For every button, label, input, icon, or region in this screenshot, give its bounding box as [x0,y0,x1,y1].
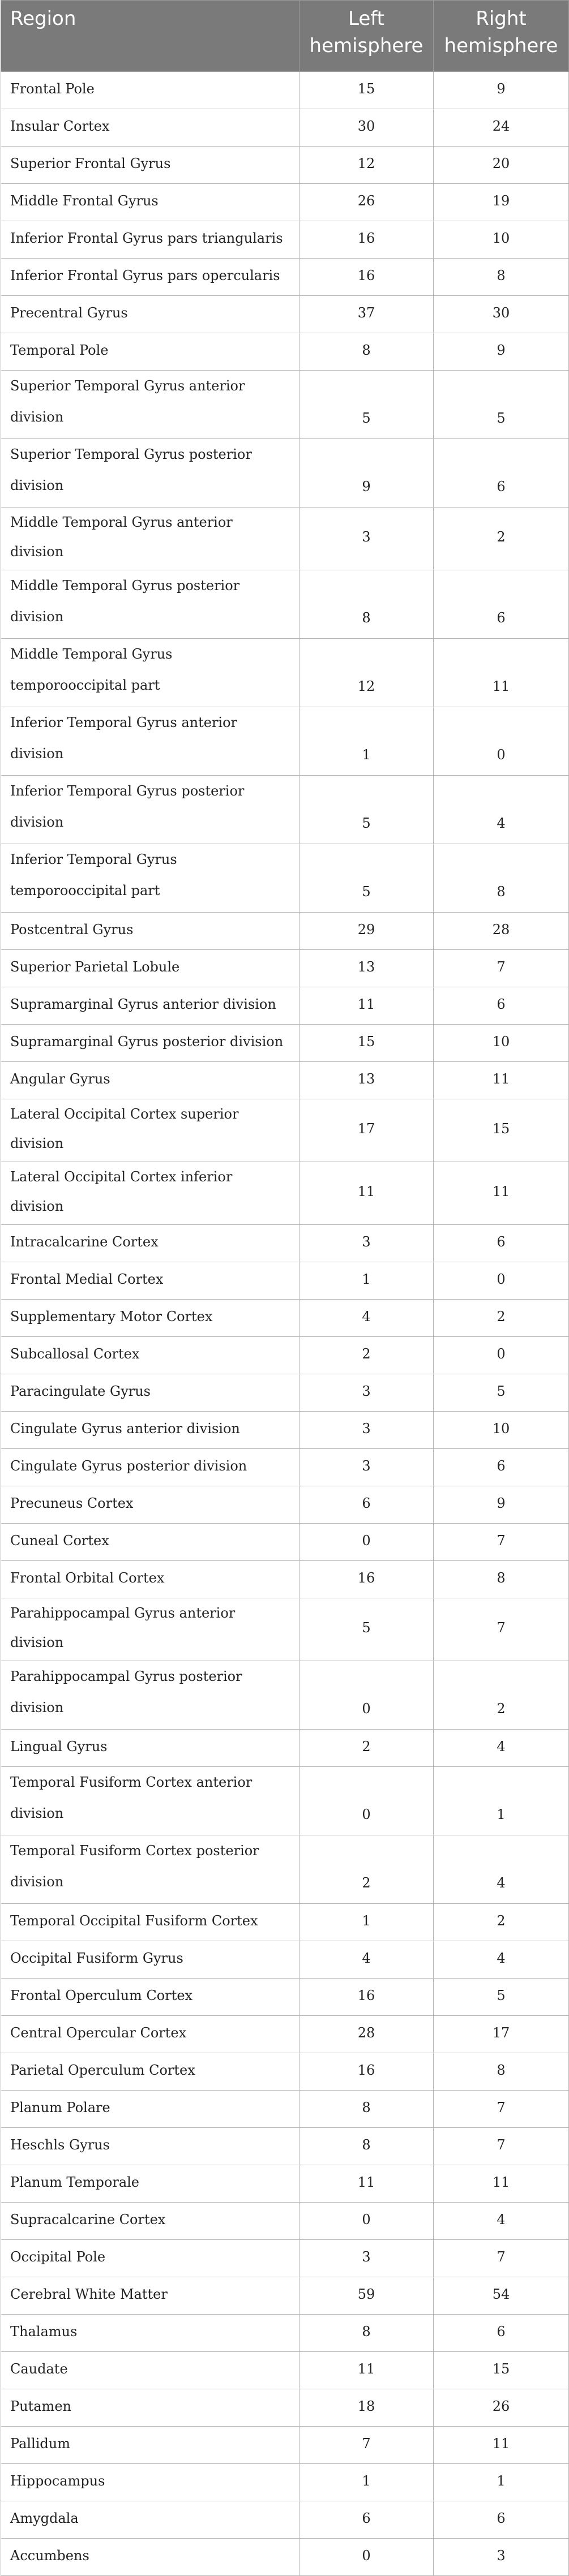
table-row [1,2165,569,2203]
header-right-line2: hemisphere [444,35,558,57]
left-hemisphere-cell: 29 [300,913,434,950]
table-row [1,2277,569,2315]
right-hemisphere-cell: 0 [434,707,569,776]
region-cell: Occipital Fusiform Gyrus [1,1941,300,1979]
left-hemisphere-cell: 16 [300,1561,434,1598]
table-row [1,1262,569,1300]
table-row [1,508,569,570]
right-hemisphere-cell: 11 [434,1162,569,1225]
left-hemisphere-cell: 16 [300,221,434,259]
right-hemisphere-cell: 7 [434,2091,569,2128]
table-row [1,1904,569,1941]
table-row [1,1025,569,1062]
region-cell: Lateral Occipital Cortex superior division [1,1099,300,1162]
table-row [1,1337,569,1374]
left-hemisphere-cell: 5 [300,844,434,913]
right-hemisphere-cell: 19 [434,184,569,221]
right-hemisphere-cell: 6 [434,987,569,1025]
left-hemisphere-cell: 1 [300,707,434,776]
table-row [1,1099,569,1162]
right-hemisphere-cell: 0 [434,1337,569,1374]
region-cell: Paracingulate Gyrus [1,1374,300,1412]
table-row [1,1561,569,1598]
right-hemisphere-cell: 3 [434,2539,569,2576]
region-cell: Superior Temporal Gyrus posterior division [1,439,300,508]
region-cell: Temporal Occipital Fusiform Cortex [1,1904,300,1941]
region-cell: Superior Temporal Gyrus anterior division [1,371,300,439]
table-row [1,639,569,707]
table-row [1,2539,569,2576]
left-hemisphere-cell: 13 [300,1062,434,1099]
right-hemisphere-cell: 6 [434,2315,569,2352]
region-cell: Accumbens [1,2539,300,2576]
left-hemisphere-cell: 5 [300,776,434,844]
region-cell: Inferior Temporal Gyrus temporooccipital part [1,844,300,913]
region-cell: Inferior Temporal Gyrus posterior division [1,776,300,844]
region-cell: Planum Polare [1,2091,300,2128]
left-hemisphere-cell: 1 [300,1262,434,1300]
left-hemisphere-cell: 3 [300,1449,434,1486]
region-cell: Occipital Pole [1,2240,300,2277]
right-hemisphere-cell: 7 [434,2128,569,2165]
region-cell: Lingual Gyrus [1,1730,300,1767]
table-row [1,109,569,147]
left-hemisphere-cell: 0 [300,2539,434,2576]
left-hemisphere-cell: 12 [300,639,434,707]
region-cell: Inferior Frontal Gyrus pars opercularis [1,259,300,296]
region-cell: Supramarginal Gyrus anterior division [1,987,300,1025]
table-row [1,844,569,913]
region-table [1,0,569,2576]
header-left-line2: hemisphere [309,35,423,57]
region-cell: Frontal Medial Cortex [1,1262,300,1300]
right-hemisphere-cell: 30 [434,296,569,333]
left-hemisphere-cell: 2 [300,1835,434,1904]
left-hemisphere-cell: 5 [300,1598,434,1661]
left-hemisphere-cell: 6 [300,2501,434,2539]
right-hemisphere-cell: 5 [434,1374,569,1412]
table-row [1,570,569,639]
region-cell: Supplementary Motor Cortex [1,1300,300,1337]
table-row [1,2427,569,2464]
region-cell: Parietal Operculum Cortex [1,2053,300,2091]
right-hemisphere-cell: 2 [434,508,569,570]
right-hemisphere-cell: 10 [434,1412,569,1449]
right-hemisphere-cell: 24 [434,109,569,147]
right-hemisphere-cell: 9 [434,1486,569,1524]
right-hemisphere-cell: 7 [434,2240,569,2277]
region-cell: Cerebral White Matter [1,2277,300,2315]
header-left-line1: Left [348,7,384,30]
right-hemisphere-cell: 6 [434,1225,569,1262]
table-row [1,1486,569,1524]
right-hemisphere-cell: 8 [434,259,569,296]
left-hemisphere-cell: 3 [300,508,434,570]
table-row [1,147,569,184]
left-hemisphere-cell: 18 [300,2389,434,2427]
header-right-line1: Right [476,7,527,30]
right-hemisphere-cell: 20 [434,147,569,184]
right-hemisphere-cell: 7 [434,950,569,987]
table-row [1,1941,569,1979]
left-hemisphere-cell: 11 [300,1162,434,1225]
right-hemisphere-cell: 9 [434,333,569,371]
table-row [1,184,569,221]
left-hemisphere-cell: 12 [300,147,434,184]
left-hemisphere-cell: 8 [300,2128,434,2165]
right-hemisphere-cell: 11 [434,639,569,707]
region-cell: Amygdala [1,2501,300,2539]
left-hemisphere-cell: 0 [300,1524,434,1561]
region-cell: Cuneal Cortex [1,1524,300,1561]
right-hemisphere-cell: 6 [434,570,569,639]
left-hemisphere-cell: 15 [300,1025,434,1062]
region-cell: Subcallosal Cortex [1,1337,300,1374]
region-cell: Heschls Gyrus [1,2128,300,2165]
left-hemisphere-cell: 13 [300,950,434,987]
left-hemisphere-cell: 8 [300,2315,434,2352]
table-row [1,2128,569,2165]
right-hemisphere-cell: 4 [434,776,569,844]
table-row [1,2389,569,2427]
region-cell: Planum Temporale [1,2165,300,2203]
region-cell: Temporal Fusiform Cortex posterior division [1,1835,300,1904]
left-hemisphere-cell: 11 [300,2352,434,2389]
left-hemisphere-cell: 37 [300,296,434,333]
right-hemisphere-cell: 8 [434,2053,569,2091]
region-cell: Inferior Frontal Gyrus pars triangularis [1,221,300,259]
right-hemisphere-cell: 8 [434,1561,569,1598]
left-hemisphere-cell: 3 [300,2240,434,2277]
right-hemisphere-cell: 0 [434,1262,569,1300]
right-hemisphere-cell: 6 [434,2501,569,2539]
left-hemisphere-cell: 16 [300,259,434,296]
left-hemisphere-cell: 8 [300,570,434,639]
left-hemisphere-cell: 30 [300,109,434,147]
left-hemisphere-cell: 5 [300,371,434,439]
table-row [1,1162,569,1225]
right-hemisphere-cell: 15 [434,1099,569,1162]
region-cell: Postcentral Gyrus [1,913,300,950]
right-hemisphere-cell: 4 [434,1730,569,1767]
left-hemisphere-cell: 59 [300,2277,434,2315]
left-hemisphere-cell: 2 [300,1730,434,1767]
region-cell: Middle Frontal Gyrus [1,184,300,221]
right-hemisphere-cell: 5 [434,1979,569,2016]
region-cell: Lateral Occipital Cortex inferior division [1,1162,300,1225]
table-row [1,2501,569,2539]
table-row [1,2203,569,2240]
table-row [1,259,569,296]
table-row [1,439,569,508]
table-row [1,2016,569,2053]
right-hemisphere-cell: 26 [434,2389,569,2427]
right-hemisphere-cell: 2 [434,1300,569,1337]
table-row [1,1374,569,1412]
table-row [1,1300,569,1337]
table-row [1,371,569,439]
table-row [1,1767,569,1835]
left-hemisphere-cell: 16 [300,2053,434,2091]
region-cell: Precuneus Cortex [1,1486,300,1524]
region-cell: Insular Cortex [1,109,300,147]
table-row [1,221,569,259]
right-hemisphere-cell: 6 [434,439,569,508]
right-hemisphere-cell: 2 [434,1904,569,1941]
table-row [1,2464,569,2501]
region-cell: Caudate [1,2352,300,2389]
region-cell: Supramarginal Gyrus posterior division [1,1025,300,1062]
table-row [1,1524,569,1561]
region-cell: Putamen [1,2389,300,2427]
region-cell: Pallidum [1,2427,300,2464]
right-hemisphere-cell: 10 [434,1025,569,1062]
region-cell: Precentral Gyrus [1,296,300,333]
right-hemisphere-cell: 4 [434,1835,569,1904]
left-hemisphere-cell: 15 [300,72,434,109]
table-row [1,333,569,371]
left-hemisphere-cell: 17 [300,1099,434,1162]
region-cell: Hippocampus [1,2464,300,2501]
table-row [1,1598,569,1661]
table-row [1,987,569,1025]
region-cell: Middle Temporal Gyrus temporooccipital part [1,639,300,707]
table-row [1,1412,569,1449]
table-row [1,2240,569,2277]
right-hemisphere-cell: 9 [434,72,569,109]
right-hemisphere-cell: 6 [434,1449,569,1486]
left-hemisphere-cell: 3 [300,1374,434,1412]
region-cell: Cingulate Gyrus anterior division [1,1412,300,1449]
region-cell: Central Opercular Cortex [1,2016,300,2053]
table-row [1,2315,569,2352]
table-row [1,1449,569,1486]
region-cell: Angular Gyrus [1,1062,300,1099]
region-cell: Parahippocampal Gyrus anterior division [1,1598,300,1661]
right-hemisphere-cell: 7 [434,1598,569,1661]
region-cell: Middle Temporal Gyrus anterior division [1,508,300,570]
right-hemisphere-cell: 4 [434,1941,569,1979]
right-hemisphere-cell: 28 [434,913,569,950]
right-hemisphere-cell: 7 [434,1524,569,1561]
right-hemisphere-cell: 54 [434,2277,569,2315]
left-hemisphere-cell: 0 [300,1767,434,1835]
left-hemisphere-cell: 1 [300,1904,434,1941]
right-hemisphere-cell: 2 [434,1661,569,1730]
right-hemisphere-cell: 17 [434,2016,569,2053]
table-body [1,72,569,2576]
table-row [1,913,569,950]
table-row [1,950,569,987]
right-hemisphere-cell: 11 [434,1062,569,1099]
right-hemisphere-cell: 10 [434,221,569,259]
left-hemisphere-cell: 4 [300,1300,434,1337]
table-row [1,1661,569,1730]
right-hemisphere-cell: 1 [434,1767,569,1835]
table-row [1,2091,569,2128]
right-hemisphere-cell: 11 [434,2427,569,2464]
left-hemisphere-cell: 11 [300,987,434,1025]
table-row [1,72,569,109]
left-hemisphere-cell: 26 [300,184,434,221]
left-hemisphere-cell: 8 [300,333,434,371]
right-hemisphere-cell: 15 [434,2352,569,2389]
region-cell: Parahippocampal Gyrus posterior division [1,1661,300,1730]
table-row [1,296,569,333]
right-hemisphere-cell: 8 [434,844,569,913]
table-row [1,1225,569,1262]
right-hemisphere-cell: 11 [434,2165,569,2203]
region-cell: Temporal Pole [1,333,300,371]
region-cell: Cingulate Gyrus posterior division [1,1449,300,1486]
region-cell: Middle Temporal Gyrus posterior division [1,570,300,639]
left-hemisphere-cell: 11 [300,2165,434,2203]
left-hemisphere-cell: 0 [300,2203,434,2240]
left-hemisphere-cell: 0 [300,1661,434,1730]
table-row [1,707,569,776]
region-cell: Inferior Temporal Gyrus anterior division [1,707,300,776]
left-hemisphere-cell: 4 [300,1941,434,1979]
region-cell: Supracalcarine Cortex [1,2203,300,2240]
header-right-hemisphere [434,1,569,72]
table-row [1,1835,569,1904]
right-hemisphere-cell: 1 [434,2464,569,2501]
left-hemisphere-cell: 6 [300,1486,434,1524]
region-cell: Temporal Fusiform Cortex anterior division [1,1767,300,1835]
region-cell: Thalamus [1,2315,300,2352]
table-row [1,2053,569,2091]
table-header [1,1,569,72]
region-cell: Superior Parietal Lobule [1,950,300,987]
table-row [1,1062,569,1099]
left-hemisphere-cell: 2 [300,1337,434,1374]
table-row [1,1730,569,1767]
left-hemisphere-cell: 16 [300,1979,434,2016]
left-hemisphere-cell: 3 [300,1412,434,1449]
table-row [1,1979,569,2016]
right-hemisphere-cell: 4 [434,2203,569,2240]
table-row [1,2352,569,2389]
region-cell: Intracalcarine Cortex [1,1225,300,1262]
header-row [1,1,569,72]
region-cell: Frontal Operculum Cortex [1,1979,300,2016]
header-left-hemisphere [300,1,434,72]
table-row [1,776,569,844]
left-hemisphere-cell: 28 [300,2016,434,2053]
left-hemisphere-cell: 3 [300,1225,434,1262]
region-cell: Frontal Pole [1,72,300,109]
left-hemisphere-cell: 8 [300,2091,434,2128]
header-region: Region [1,1,300,72]
region-cell: Frontal Orbital Cortex [1,1561,300,1598]
right-hemisphere-cell: 5 [434,371,569,439]
left-hemisphere-cell: 1 [300,2464,434,2501]
left-hemisphere-cell: 7 [300,2427,434,2464]
region-cell: Superior Frontal Gyrus [1,147,300,184]
left-hemisphere-cell: 9 [300,439,434,508]
